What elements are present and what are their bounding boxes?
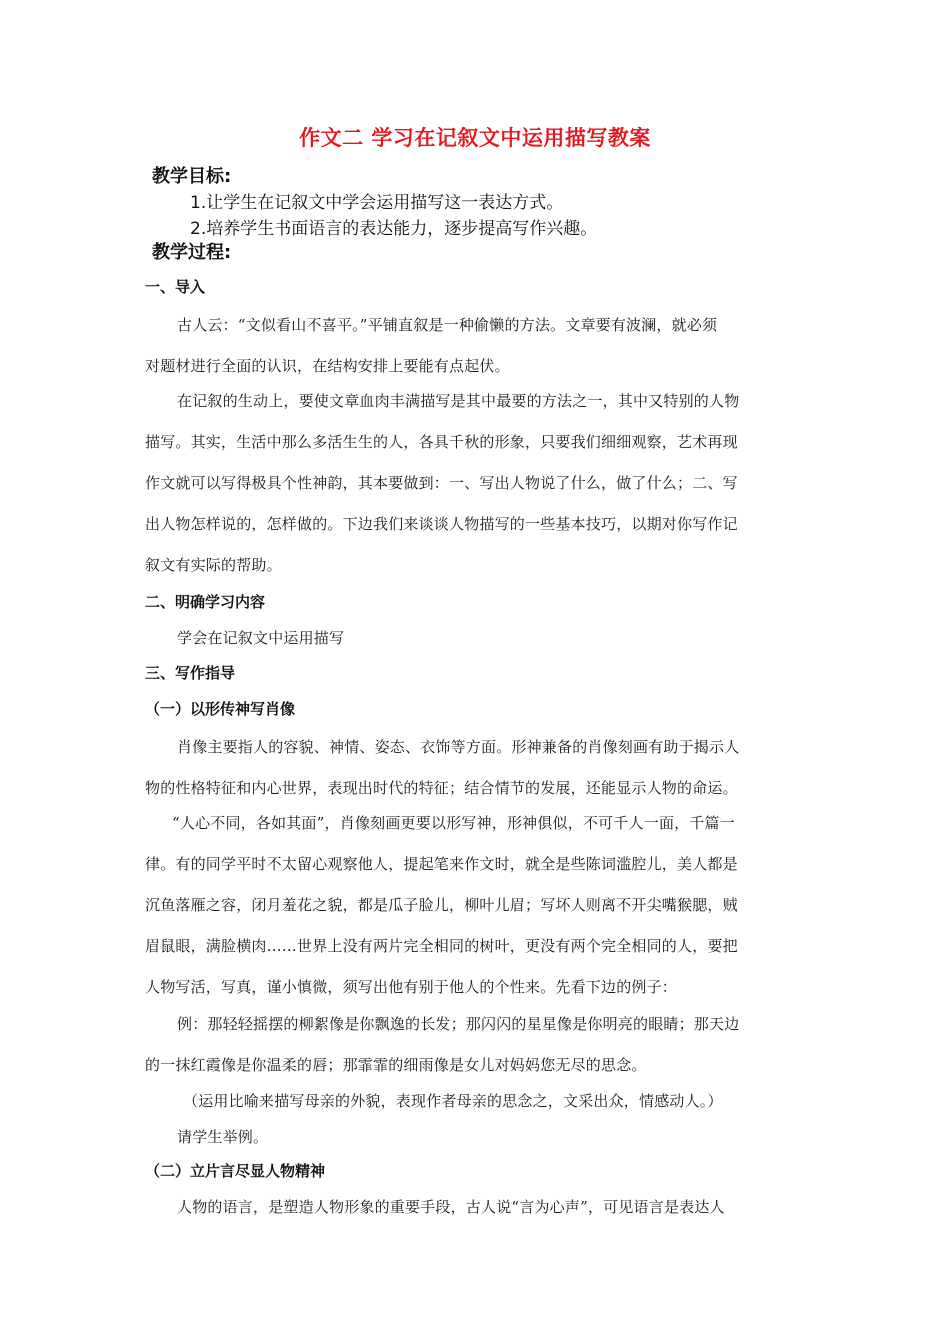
teaching-process-heading: 教学过程:: [152, 242, 232, 263]
teaching-goal-item: 2.培养学生书面语言的表达能力，逐步提高写作兴趣。: [190, 219, 598, 239]
paragraph-line: 在记叙的生动上，要使文章血肉丰满描写是其中最要的方法之一，其中又特别的人物: [177, 392, 740, 410]
paragraph-line: 人物的语言，是塑造人物形象的重要手段，古人说“言为心声”，可见语言是表达人: [177, 1198, 725, 1216]
document-title: 作文二 学习在记叙文中运用描写教案: [299, 126, 651, 150]
paragraph-line: 沉鱼落雁之容，闭月羞花之貌，都是瓜子脸儿，柳叶儿眉；写坏人则离不开尖嘴猴腮，贼: [145, 896, 738, 914]
subsection-heading-speech: （二）立片言尽显人物精神: [145, 1162, 326, 1180]
paragraph-line: “人心不同，各如其面”，肖像刻画更要以形写神，形神俱似，不可千人一面，千篇一: [172, 814, 735, 832]
paragraph-line: 物的性格特征和内心世界，表现出时代的特征；结合情节的发展，还能显示人物的命运。: [145, 779, 738, 797]
paragraph-line: 出人物怎样说的，怎样做的。下边我们来谈谈人物描写的一些基本技巧，以期对你写作记: [145, 515, 738, 533]
paragraph-line: 作文就可以写得极具个性神韵，其本要做到：一、写出人物说了什么，做了什么；二、写: [145, 474, 738, 492]
paragraph-line: 学会在记叙文中运用描写: [177, 629, 345, 647]
section-heading-learning-content: 二、明确学习内容: [145, 593, 266, 611]
paragraph-line: 描写。其实，生活中那么多活生生的人，各具千秋的形象，只要我们细细观察，艺术再现: [145, 433, 738, 451]
subsection-heading-portrait: （一）以形传神写肖像: [145, 700, 296, 718]
teaching-goal-item: 1.让学生在记叙文中学会运用描写这一表达方式。: [190, 193, 564, 213]
paragraph-line: 对题材进行全面的认识，在结构安排上要能有点起伏。: [145, 357, 510, 375]
section-heading-intro: 一、导入: [145, 278, 206, 296]
paragraph-line: 人物写活，写真，谨小慎微，须写出他有别于他人的个性来。先看下边的例子：: [145, 978, 678, 996]
example-line: 例：那轻轻摇摆的柳絮像是你飘逸的长发；那闪闪的星星像是你明亮的眼睛；那天边: [177, 1015, 740, 1033]
paragraph-line: 肖像主要指人的容貌、神情、姿态、衣饰等方面。形神兼备的肖像刻画有助于揭示人: [177, 738, 740, 756]
paragraph-line: 请学生举例。: [177, 1128, 269, 1146]
note-line: （运用比喻来描写母亲的外貌，表现作者母亲的思念之，文采出众，情感动人。）: [183, 1092, 723, 1110]
example-line: 的一抹红霞像是你温柔的唇；那霏霏的细雨像是女儿对妈妈您无尽的思念。: [145, 1056, 647, 1074]
paragraph-line: 叙文有实际的帮助。: [145, 556, 282, 574]
section-heading-writing-guidance: 三、写作指导: [145, 664, 236, 682]
paragraph-line: 眉鼠眼，满脸横肉……世界上没有两片完全相同的树叶，更没有两个完全相同的人，要把: [145, 937, 738, 955]
paragraph-line: 古人云：“文似看山不喜平。”平铺直叙是一种偷懒的方法。文章要有波澜，就必须: [177, 316, 718, 334]
teaching-goals-heading: 教学目标:: [152, 166, 232, 187]
paragraph-line: 律。有的同学平时不太留心观察他人，提起笔来作文时，就全是些陈词滥腔儿，美人都是: [145, 855, 738, 873]
